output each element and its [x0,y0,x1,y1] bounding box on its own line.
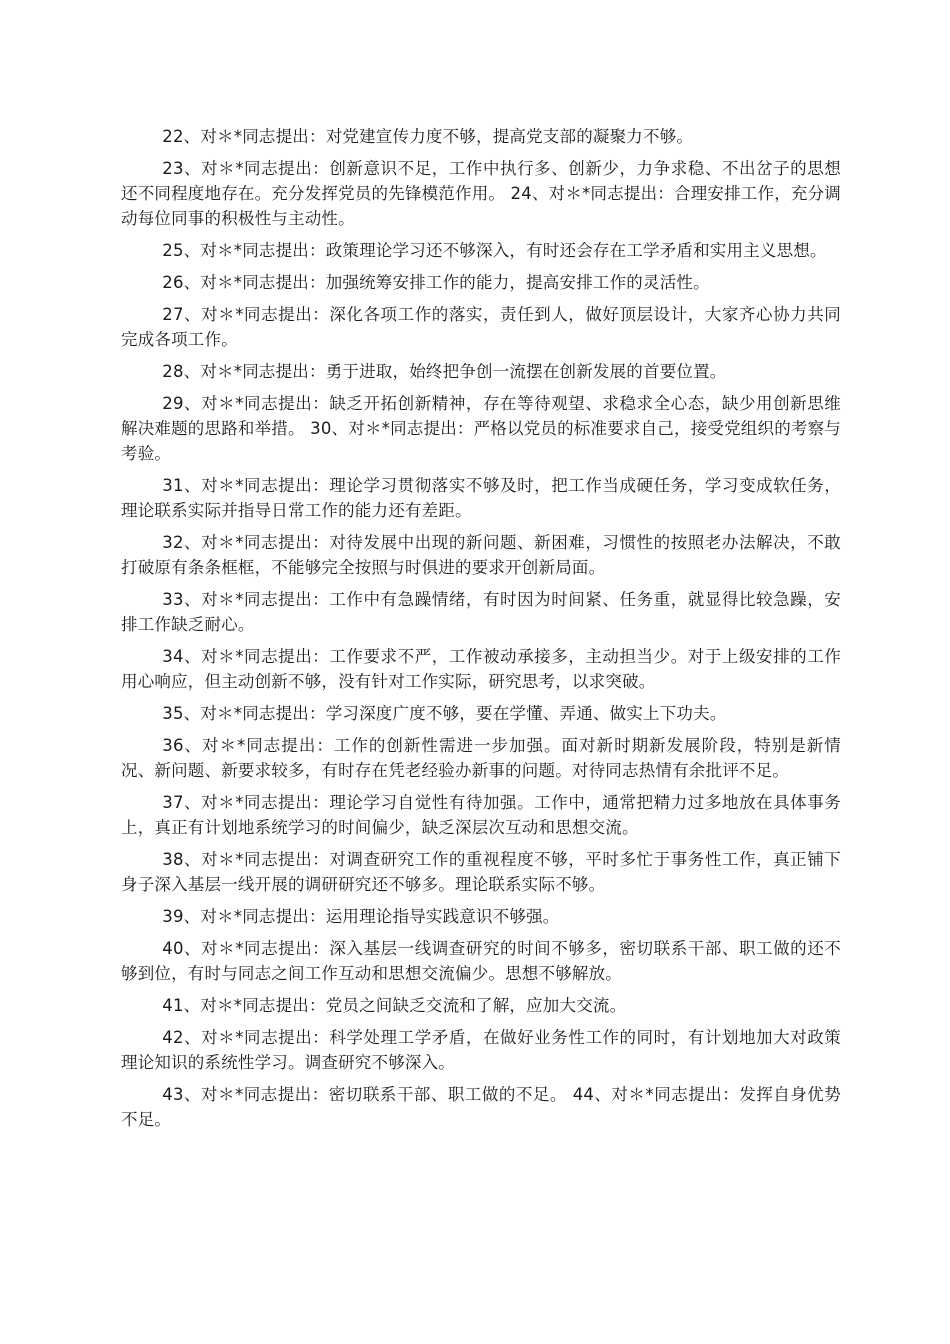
paragraph-33: 33、对＊*同志提出：工作中有急躁情绪，有时因为时间紧、任务重，就显得比较急躁，安排工作缺乏耐心。 [121,590,841,634]
paragraph-39: 39、对＊*同志提出：运用理论指导实践意识不够强。 [162,907,560,926]
paragraph-29-30: 29、对＊*同志提出：缺乏开拓创新精神，存在等待观望、求稳求全心态，缺少用创新思维解决难题的思路和举措。 30、对＊*同志提出：严格以党员的标准要求自己，接受党组织的考察与考验。 [121,394,841,463]
paragraph-28: 28、对＊*同志提出：勇于进取，始终把争创一流摆在创新发展的首要位置。 [162,362,727,381]
paragraph-27: 27、对＊*同志提出：深化各项工作的落实，责任到人，做好顶层设计，大家齐心协力共同完成各项工作。 [121,305,841,349]
paragraph-32: 32、对＊*同志提出：对待发展中出现的新问题、新困难，习惯性的按照老办法解决，不敢打破原有条条框框，不能够完全按照与时俱进的要求开创新局面。 [121,533,841,577]
paragraph-43-44: 43、对＊*同志提出：密切联系干部、职工做的不足。 44、对＊*同志提出：发挥自身优势不足。 [121,1085,841,1129]
paragraph-38: 38、对＊*同志提出：对调查研究工作的重视程度不够，平时多忙于事务性工作，真正铺下身子深入基层一线开展的调研研究还不够多。理论联系实际不够。 [121,850,841,894]
paragraph-34: 34、对＊*同志提出：工作要求不严，工作被动承接多，主动担当少。对于上级安排的工作用心响应，但主动创新不够，没有针对工作实际，研究思考，以求突破。 [121,647,841,691]
document-body [121,124,841,1139]
paragraph-37: 37、对＊*同志提出：理论学习自觉性有待加强。工作中，通常把精力过多地放在具体事务上，真正有计划地系统学习的时间偏少，缺乏深层次互动和思想交流。 [121,793,841,837]
paragraph-23-24: 23、对＊*同志提出：创新意识不足，工作中执行多、创新少，力争求稳、不出岔子的思想还不同程度地存在。充分发挥党员的先锋模范作用。 24、对＊*同志提出：合理安排工作，充分调动每位同事的积极性与主动性。 [121,159,841,228]
paragraph-40: 40、对＊*同志提出：深入基层一线调查研究的时间不够多，密切联系干部、职工做的还不够到位，有时与同志之间工作互动和思想交流偏少。思想不够解放。 [121,939,841,983]
paragraph-31: 31、对＊*同志提出：理论学习贯彻落实不够及时，把工作当成硬任务，学习变成软任务，理论联系实际并指导日常工作的能力还有差距。 [121,476,841,520]
paragraph-25: 25、对＊*同志提出：政策理论学习还不够深入，有时还会存在工学矛盾和实用主义思想。 [162,241,827,260]
paragraph-26: 26、对＊*同志提出：加强统筹安排工作的能力，提高安排工作的灵活性。 [162,273,710,292]
paragraph-41: 41、对＊*同志提出：党员之间缺乏交流和了解，应加大交流。 [162,996,627,1015]
paragraph-42: 42、对＊*同志提出：科学处理工学矛盾，在做好业务性工作的同时，有计划地加大对政策理论知识的系统性学习。调查研究不够深入。 [121,1028,841,1072]
paragraph-36: 36、对＊*同志提出：工作的创新性需进一步加强。面对新时期新发展阶段，特别是新情况、新问题、新要求较多，有时存在凭老经验办新事的问题。对待同志热情有余批评不足。 [121,736,841,780]
paragraph-22: 22、对＊*同志提出：对党建宣传力度不够，提高党支部的凝聚力不够。 [162,127,694,146]
paragraph-35: 35、对＊*同志提出：学习深度广度不够，要在学懂、弄通、做实上下功夫。 [162,704,727,723]
